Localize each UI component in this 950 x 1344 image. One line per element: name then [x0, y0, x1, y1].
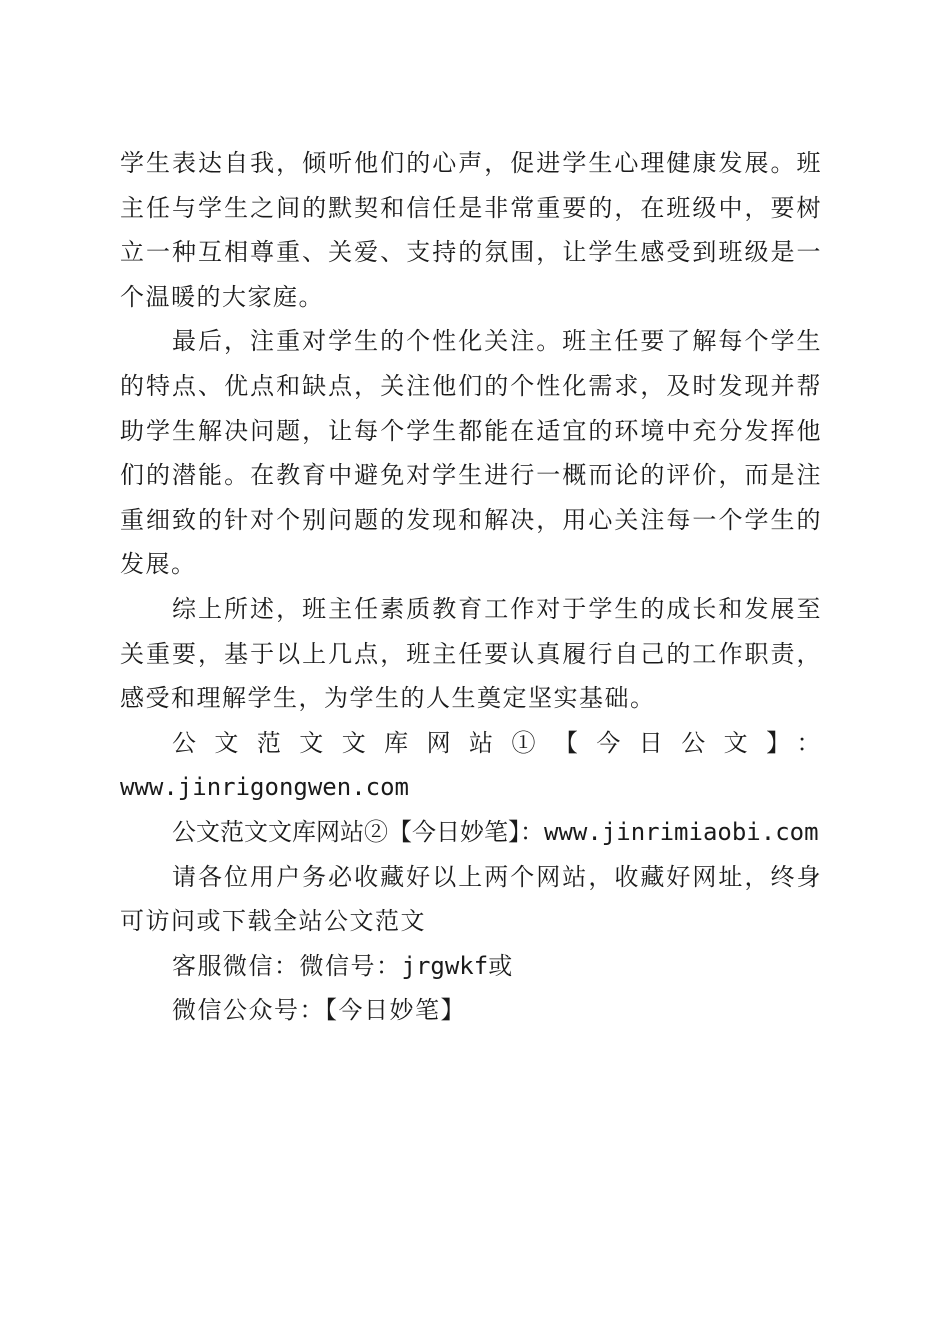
footer-site1	[120, 721, 822, 810]
footer-site2	[120, 810, 822, 855]
paragraph-conclusion: 综上所述，班主任素质教育工作对于学生的成长和发展至关重要，基于以上几点，班主任要认真履行自己的工作职责，感受和理解学生，为学生的人生奠定坚实基础。	[120, 594, 822, 713]
document-body	[120, 141, 822, 1033]
footer-site1-label: 公文范文文库网站①【今日公文】：	[172, 728, 822, 757]
footer-site2-url[interactable]: www.jinrimiaobi.com	[544, 817, 819, 846]
footer-notice: 请各位用户务必收藏好以上两个网站，收藏好网址，终身可访问或下载全站公文范文	[120, 862, 822, 936]
paragraph-continued: 学生表达自我，倾听他们的心声，促进学生心理健康发展。班主任与学生之间的默契和信任是非常重要的，在班级中，要树立一种互相尊重、关爱、支持的氛围，让学生感受到班级是一个温暖的大家庭。	[120, 149, 822, 311]
footer-site2-label: 公文范文文库网站②【今日妙笔】：	[172, 817, 544, 846]
paragraph-individual-attention: 最后，注重对学生的个性化关注。班主任要了解每个学生的特点、优点和缺点，关注他们的个性化需求，及时发现并帮助学生解决问题，让每个学生都能在适宜的环境中充分发挥他们的潜能。在教育中避免对学生进行一概而论的评价，而是注重细致的针对个别问题的发现和解决，用心关注每一个学生的发展。	[120, 327, 822, 579]
footer-site1-url[interactable]: www.jinrigongwen.com	[120, 773, 409, 802]
footer-service-id: jrgwkf	[401, 951, 489, 980]
footer-service	[120, 944, 822, 989]
footer-service-label: 客服微信：微信号：	[172, 951, 402, 980]
footer-service-or: 或	[488, 951, 514, 980]
footer-official-account: 微信公众号：【今日妙笔】	[172, 996, 466, 1025]
